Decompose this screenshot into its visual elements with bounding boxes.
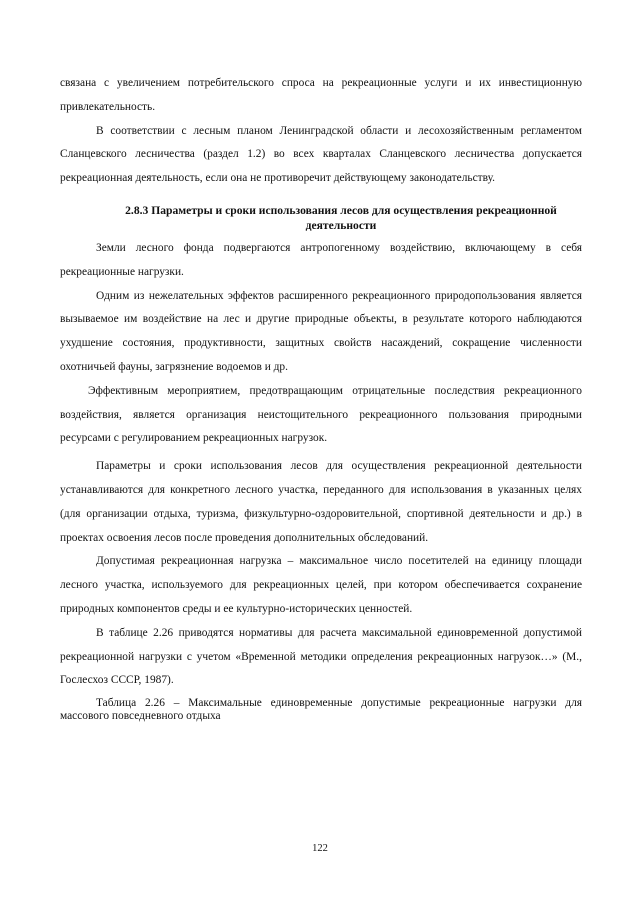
page-number: 122 xyxy=(312,843,328,854)
paragraph-forest-plan: В соответствии с лесным планом Ленинградской области и лесохозяйственным регламентом Сланцевского лесничества (раздел 1.2) во всех кварталах Сланцевского лесничества допускается рекреационная деятельность, если она не противоречит действующему законодательству. xyxy=(60,124,582,185)
paragraph-continuation: связана с увеличением потребительского спроса на рекреационные услуги и их инвестиционную привлекательность. xyxy=(60,77,582,113)
paragraph-permissible-load: Допустимая рекреационная нагрузка – максимальное число посетителей на единицу площади лесного участка, используемого для рекреационных целей, при котором обеспечивается сохранение природных компонентов среды и ее культурно-исторических ценностей. xyxy=(60,555,582,615)
table-caption: Таблица 2.26 – Максимальные единовременные допустимые рекреационные нагрузки для массового повседневного отдыха xyxy=(60,697,582,723)
paragraph-negative-effects: Одним из нежелательных эффектов расширенного рекреационного природопользования является вызываемое им воздействие на лес и другие природные объекты, в результате которого наблюдаются ухудшение состояния, продуктивности, защитных свойств насаждений, сокращение численности охотничьей фауны, загрязнение водоемов и др. xyxy=(60,289,582,373)
paragraph-forest-lands: Земли лесного фонда подвергаются антропогенному воздействию, включающему в себя рекреационные нагрузки. xyxy=(60,241,582,278)
paragraph-parameters: Параметры и сроки использования лесов для осуществления рекреационной деятельности устанавливаются для конкретного лесного участка, переданного для использования в указанных целях (для организации отдыха, туризма, физкультурно-оздоровительной, спортивной деятельности и др.) в проектах освоения лесов после проведения дополнительных обследований. xyxy=(60,460,582,544)
section-heading: 2.8.3 Параметры и сроки использования лесов для осуществления рекреационной деятельности xyxy=(125,203,557,232)
document-page xyxy=(60,72,582,723)
paragraph-effective-measures: Эффективным мероприятием, предотвращающим отрицательные последствия рекреационного воздействия, является организация неистощительного рекреационного пользования природными ресурсами с регулированием рекреационных нагрузок. xyxy=(60,384,582,445)
paragraph-table-reference: В таблице 2.26 приводятся нормативы для расчета максимальной единовременной допустимой рекреационной нагрузки с учетом «Временной методики определения рекреационных нагрузок…» (М., Гослесхоз СССР, 1987). xyxy=(60,626,582,687)
